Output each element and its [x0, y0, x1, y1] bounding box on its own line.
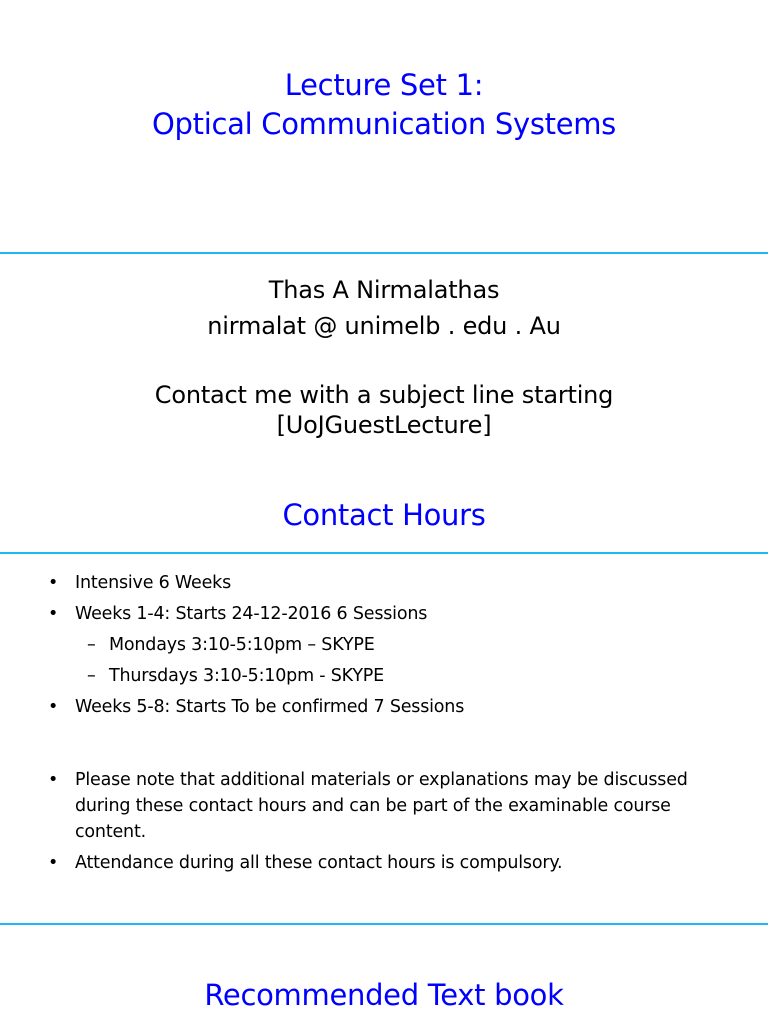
- dash-marker: –: [87, 635, 96, 655]
- dash-marker: –: [87, 666, 96, 686]
- slide3-title: Recommended Text book: [204, 978, 564, 1012]
- author-name: Thas A Nirmalathas: [268, 276, 500, 304]
- contact-instruction-line2: [UoJGuestLecture]: [276, 411, 492, 439]
- bullet-marker: •: [48, 853, 59, 873]
- bullet-marker: •: [48, 573, 59, 593]
- bullet-marker: •: [48, 604, 59, 624]
- list-item: [0, 601, 725, 627]
- slide1-title: [0, 66, 768, 144]
- list-item: [0, 632, 725, 658]
- slide1-title-line2: Optical Communication Systems: [152, 107, 616, 142]
- list-item: [0, 850, 725, 876]
- list-item-text: Mondays 3:10-5:10pm – SKYPE: [109, 635, 375, 655]
- list-item: [0, 767, 725, 845]
- contact-instruction-line1: Contact me with a subject line starting: [154, 381, 614, 409]
- slide2-title: Contact Hours: [282, 498, 486, 532]
- slide1-title-line1: Lecture Set 1:: [284, 68, 484, 102]
- list-item-text: Attendance during all these contact hours is compulsory.: [75, 853, 563, 873]
- author-email: nirmalat @ unimelb . edu . Au: [207, 312, 561, 340]
- slide-divider-1: [0, 252, 768, 254]
- bullet-marker: •: [48, 697, 59, 717]
- list-item-text: Weeks 5-8: Starts To be confirmed 7 Sessions: [75, 697, 465, 717]
- contact-hours-list: [0, 570, 768, 876]
- bullet-marker: •: [48, 770, 59, 790]
- list-item-text: Intensive 6 Weeks: [75, 573, 231, 593]
- list-item: [0, 663, 725, 689]
- list-item-text: Please note that additional materials or explanations may be discussed during these contact hours and can be part of the examinable course content.: [75, 770, 688, 842]
- slide-divider-3: [0, 923, 768, 925]
- list-item-text: Thursdays 3:10-5:10pm - SKYPE: [109, 666, 385, 686]
- list-item-text: Weeks 1-4: Starts 24-12-2016 6 Sessions: [75, 604, 428, 624]
- list-item: [0, 694, 725, 720]
- list-item: [0, 570, 725, 596]
- slide1-author-block: [0, 272, 768, 344]
- slide-divider-2: [0, 552, 768, 554]
- slide1-contact-block: [0, 380, 768, 440]
